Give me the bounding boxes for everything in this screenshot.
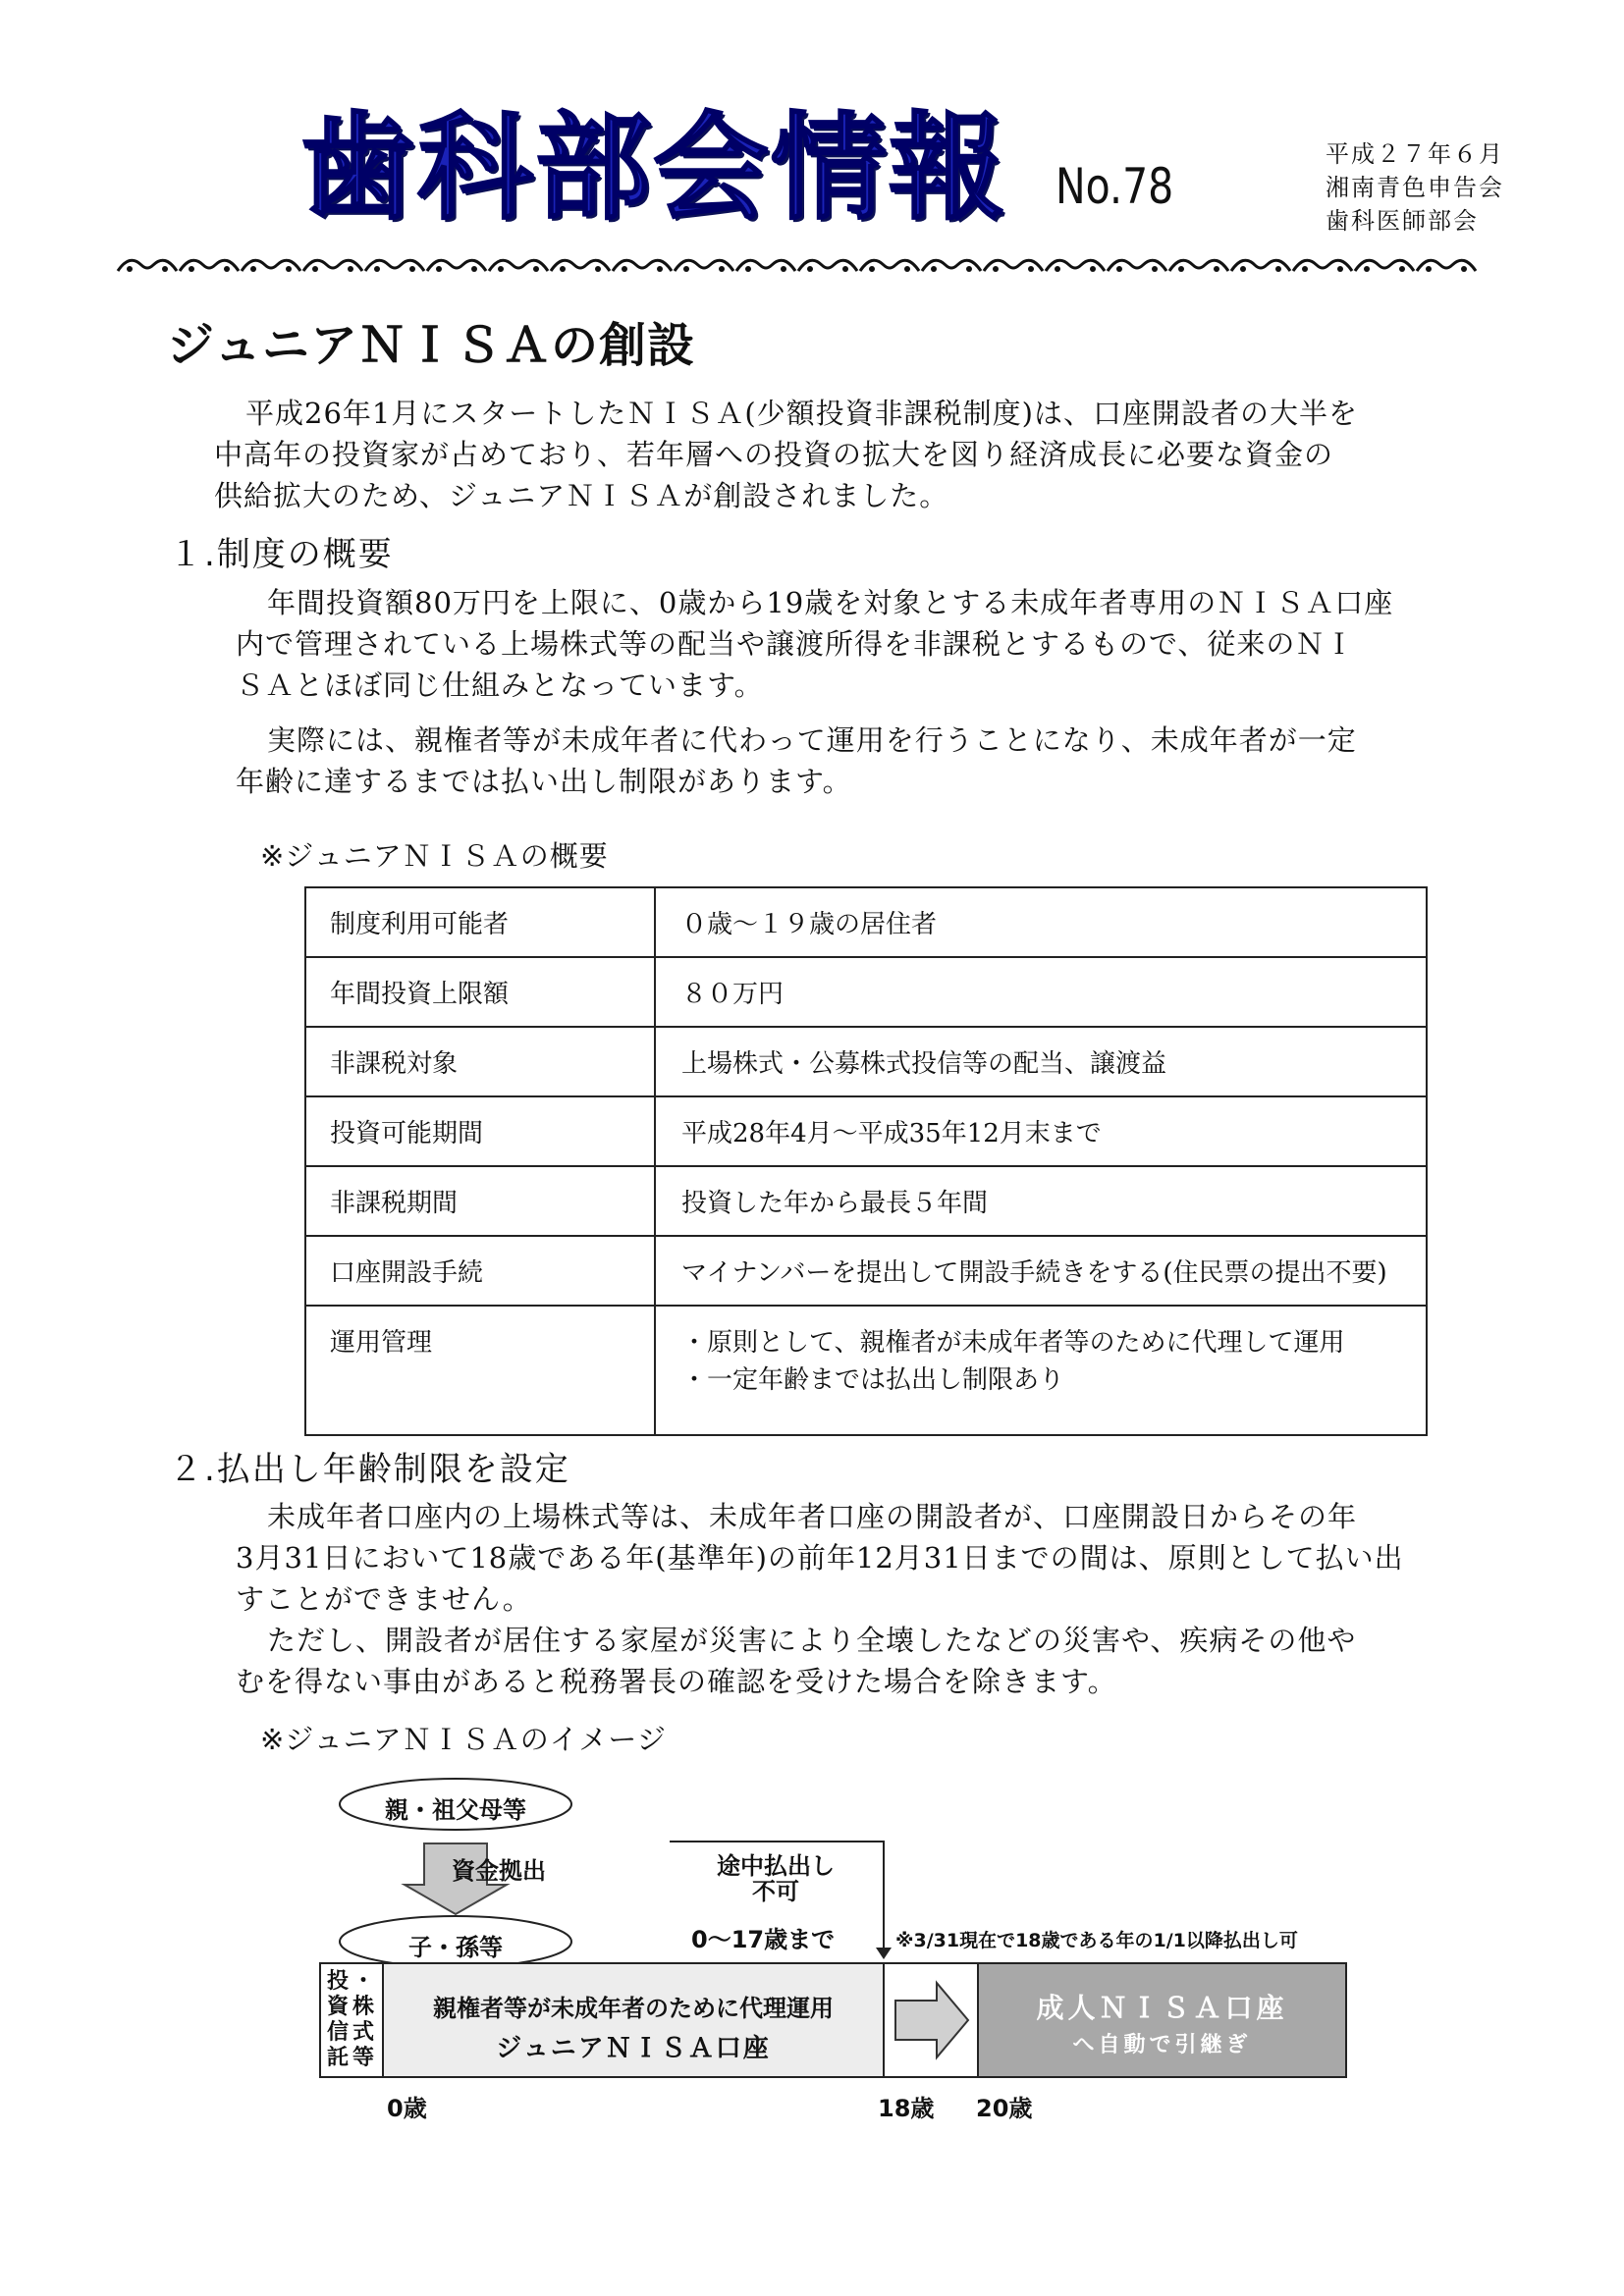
row-value: 上場株式・公募株式投信等の配当、譲渡益 xyxy=(655,1027,1427,1096)
section2-paragraph-1: 未成年者口座内の上場株式等は、未成年者口座の開設者が、口座開設日からその年 3月31日において18歳である年(基準年)の前年12月31日までの間は、原則として払い出 すことができません。 xyxy=(236,1500,1404,1616)
row-label: 非課税期間 xyxy=(305,1166,655,1236)
table-row xyxy=(305,887,1427,957)
section1-paragraph-2: 実際には、親権者等が未成年者に代わって運用を行うことになり、未成年者が一定 年齢に達するまでは払い出し制限があります。 xyxy=(236,723,1357,798)
row-label: 非課税対象 xyxy=(305,1027,655,1096)
withdrawal-note: ※3/31現在で18歳である年の1/1以降払出し可 xyxy=(895,1930,1298,1951)
masthead-title: 歯科部会情報 xyxy=(299,100,1007,236)
overview-table xyxy=(304,886,1428,1436)
row-value: ・原則として、親権者が未成年者等のために代理して運用 ・一定年齢までは払出し制限あり xyxy=(655,1306,1427,1435)
row-value: ０歳～１９歳の居住者 xyxy=(655,887,1427,957)
no-withdrawal-line-2: 不可 xyxy=(752,1878,799,1905)
table-row xyxy=(305,1166,1427,1236)
row-label: 口座開設手続 xyxy=(305,1236,655,1306)
no-withdrawal-label xyxy=(677,1853,874,1904)
no-withdrawal-line-1: 途中払出し xyxy=(717,1852,835,1880)
side-label-col2: ・株式等 xyxy=(352,1969,374,2070)
junior-nisa-diagram xyxy=(314,1765,1375,2138)
withdrawal-pointer xyxy=(876,1948,892,1959)
table-row xyxy=(305,1306,1427,1435)
row-value: 投資した年から最長５年間 xyxy=(655,1166,1427,1236)
row-value: 平成28年4月～平成35年12月末まで xyxy=(655,1096,1427,1166)
section2-heading: ２.払出し年齢制限を設定 xyxy=(169,1450,570,1489)
side-label-col1: 投資信託 xyxy=(326,1969,349,2070)
auto-transfer-label: へ自動で引継ぎ xyxy=(1072,2033,1252,2057)
age-20-label: 20歳 xyxy=(976,2095,1033,2122)
contribution-label: 資金拠出 xyxy=(452,1857,546,1885)
issue-meta xyxy=(1326,137,1504,238)
table-row xyxy=(305,1027,1427,1096)
adult-account-label: 成人ＮＩＳＡ口座 xyxy=(1036,1992,1288,2024)
publisher-section: 歯科医師部会 xyxy=(1326,207,1479,235)
issue-number: No.78 xyxy=(1056,158,1174,215)
row-label: 年間投資上限額 xyxy=(305,957,655,1027)
table-row xyxy=(305,957,1427,1027)
row-label: 制度利用可能者 xyxy=(305,887,655,957)
publisher-name: 湘南青色申告会 xyxy=(1326,174,1504,201)
parents-label: 親・祖父母等 xyxy=(385,1796,526,1824)
age-18-label: 18歳 xyxy=(878,2095,935,2122)
issue-date: 平成２７年６月 xyxy=(1326,140,1504,168)
row-label: 運用管理 xyxy=(305,1306,655,1435)
junior-account-label: ジュニアＮＩＳＡ口座 xyxy=(496,2034,771,2063)
table-row xyxy=(305,1236,1427,1306)
overview-caption: ※ジュニアＮＩＳＡの概要 xyxy=(260,839,609,873)
ornament-divider xyxy=(116,251,1520,279)
intro-paragraph: 平成26年1月にスタートしたＮＩＳＡ(少額投資非課税制度)は、口座開設者の大半を 中高年の投資家が占めており、若年層への投資の拡大を図り経済成長に必要な資金の 供給拡大のため、ジュニアＮＩＳＡが創設されました。 xyxy=(214,397,1358,512)
section1-heading: １.制度の概要 xyxy=(169,535,394,574)
proxy-operation-label: 親権者等が未成年者のために代理運用 xyxy=(433,1995,834,2022)
page-title: ジュニアＮＩＳＡの創設 xyxy=(167,318,696,373)
section2-paragraph-2: ただし、開設者が居住する家屋が災害により全壊したなどの災害や、疾病その他や むを得ない事由があると税務署長の確認を受けた場合を除きます。 xyxy=(236,1624,1357,1698)
section1-paragraph-1: 年間投資額80万円を上限に、0歳から19歳を対象とする未成年者専用のＮＩＳＡ口座 内で管理されている上場株式等の配当や譲渡所得を非課税とするもので、従来のＮＩ ＳＡとほぼ同じ仕組みとなっています。 xyxy=(236,586,1394,702)
age-0-label: 0歳 xyxy=(387,2095,427,2122)
row-value: ８０万円 xyxy=(655,957,1427,1027)
row-label: 投資可能期間 xyxy=(305,1096,655,1166)
no-withdrawal-age: 0～17歳まで xyxy=(691,1926,836,1953)
image-caption: ※ジュニアＮＩＳＡのイメージ xyxy=(260,1723,667,1756)
row-value: マイナンバーを提出して開設手続きをする(住民票の提出不要) xyxy=(655,1236,1427,1306)
table-row xyxy=(305,1096,1427,1166)
children-label: 子・孫等 xyxy=(408,1934,503,1961)
